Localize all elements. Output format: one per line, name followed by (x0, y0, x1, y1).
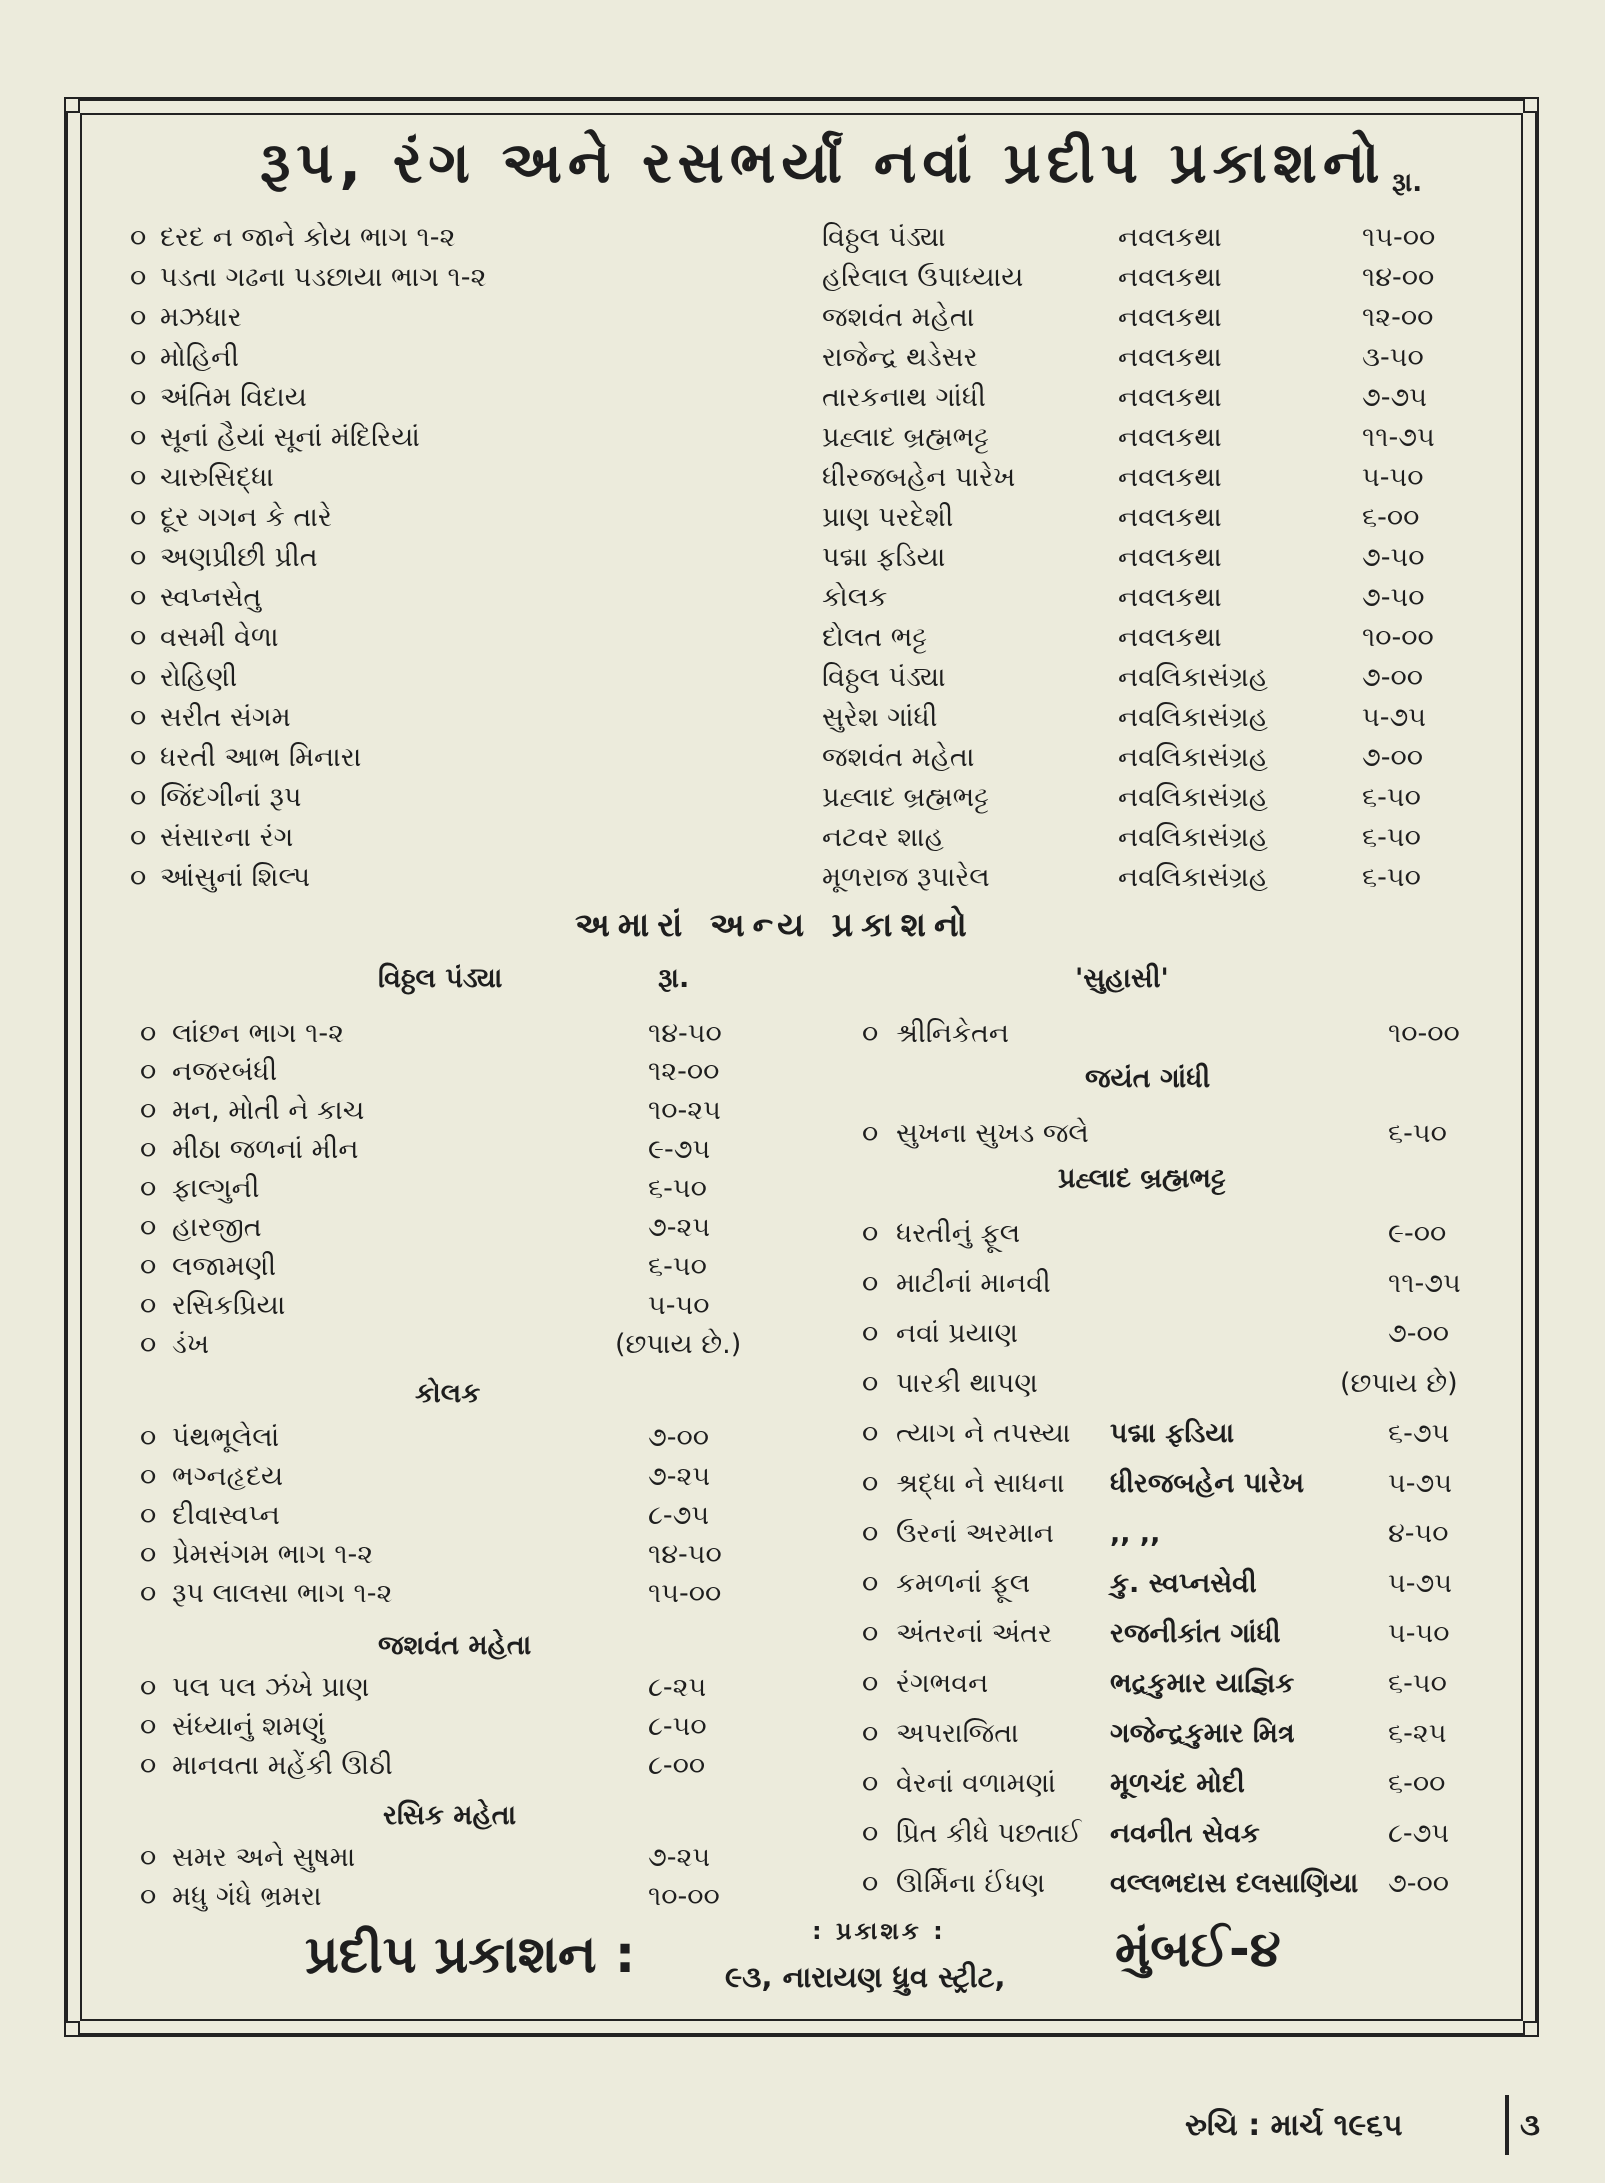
list-item (0, 1766, 1550, 1802)
book-title: અણપ્રીછી પ્રીત (160, 542, 318, 573)
book-title: ત્યાગ ને તપસ્યા (896, 1418, 1071, 1449)
bullet: ૦ (130, 782, 147, 813)
book-title: પ્રિત કીધે પછતાઈ (896, 1818, 1082, 1849)
book-title: માનવતા મહેંકી ઊઠી (172, 1750, 393, 1781)
book-genre: નવલકથા (1118, 342, 1222, 373)
book-title: વેરનાં વળામણાં (896, 1768, 1056, 1799)
author-heading: રસિક મહેતા (383, 1800, 517, 1831)
book-price: ૭-૨૫ (648, 1212, 711, 1243)
bullet: ૦ (140, 1711, 157, 1742)
page-title: રૂપ, રંગ અને રસભર્યાં નવાં પ્રદીપ પ્રકાશનો (260, 130, 1386, 196)
list-item (0, 780, 1500, 816)
book-author: પ્રહ્લાદ બ્રહ્મભટ્ટ (822, 422, 989, 453)
book-price: ૪-૫૦ (1388, 1518, 1449, 1549)
book-title: આંસુનાં શિલ્પ (160, 862, 311, 893)
list-item (0, 540, 1500, 576)
bullet: ૦ (140, 1329, 157, 1360)
book-genre: નવલકથા (1118, 422, 1222, 453)
bullet: ૦ (130, 662, 147, 693)
book-price: ૬-૫૦ (648, 1173, 707, 1204)
bullet: ૦ (130, 222, 147, 253)
bullet: ૦ (140, 1842, 157, 1873)
bullet: ૦ (862, 1418, 879, 1449)
book-author: ગજેન્દ્રકુમાર મિત્ર (1110, 1718, 1295, 1749)
author-heading: 'સુહાસી' (1075, 963, 1169, 994)
author-heading: જયંત ગાંધી (1085, 1063, 1211, 1094)
book-price: ૬-૨૫ (1388, 1718, 1447, 1749)
book-title: ઉરનાં અરમાન (896, 1518, 1054, 1549)
book-title: પારકી થાપણ (896, 1368, 1038, 1399)
book-title: ચારુસિદ્ધા (160, 462, 274, 493)
book-price: ૬-૫૦ (1362, 862, 1421, 893)
bullet: ૦ (862, 1718, 879, 1749)
bullet: ૦ (130, 742, 147, 773)
book-price: ૫-૫૦ (1388, 1618, 1450, 1649)
book-price: ૬-૫૦ (648, 1251, 707, 1282)
book-title: મોહિની (160, 342, 239, 373)
book-price: ૬-૫૦ (1362, 822, 1421, 853)
book-genre: નવલકથા (1118, 542, 1222, 573)
bullet: ૦ (130, 462, 147, 493)
book-author: પદ્મા ફડિયા (822, 542, 946, 573)
book-title: સંસારના રંગ (160, 822, 294, 853)
bullet: ૦ (140, 1578, 157, 1609)
book-author: સુરેશ ગાંધી (822, 702, 938, 733)
list-item (0, 1266, 1550, 1302)
publisher-name: પ્રદીપ પ્રકાશન : (305, 1925, 636, 1985)
book-title: રોહિણી (160, 662, 238, 693)
book-price: ૫-૫૦ (648, 1290, 710, 1321)
list-item (0, 1216, 1550, 1252)
book-author: વલ્લભદાસ દલસાણિયા (1110, 1868, 1359, 1899)
bullet: ૦ (862, 1018, 879, 1049)
book-genre: નવલિકાસંગ્રહ (1118, 662, 1268, 693)
bullet: ૦ (862, 1818, 879, 1849)
book-title: મન, મોતી ને કાચ (172, 1095, 365, 1126)
book-author: મૂળરાજ રૂપારેલ (822, 862, 990, 893)
book-title: અંતિમ વિદાય (160, 382, 307, 413)
book-author: ધીરજબહેન પારેખ (1110, 1468, 1305, 1499)
bullet: ૦ (130, 382, 147, 413)
bullet: ૦ (130, 622, 147, 653)
book-author: રાજેન્દ્ર થડેસર (822, 342, 978, 373)
list-item (0, 260, 1500, 296)
book-price: ૬-૭૫ (1388, 1418, 1450, 1449)
book-author: તારકનાથ ગાંધી (822, 382, 986, 413)
list-item (0, 1816, 1550, 1852)
book-genre: નવલકથા (1118, 622, 1222, 653)
book-price: ૭-૨૫ (648, 1842, 711, 1873)
list-item (0, 820, 1500, 856)
book-author: ભદ્રકુમાર યાજ્ઞિક (1110, 1668, 1295, 1699)
book-author: પદ્મા ફડિયા (1110, 1418, 1235, 1449)
list-item (0, 220, 1500, 256)
page-number: ૩ (1520, 2108, 1540, 2143)
book-price: ૭-૦૦ (1388, 1868, 1450, 1899)
bullet: ૦ (140, 1539, 157, 1570)
list-item (0, 660, 1500, 696)
border-corner (1523, 2021, 1539, 2037)
book-price: ૧૫-૦૦ (1362, 222, 1436, 253)
book-price: ૧૪-૦૦ (1362, 262, 1435, 293)
list-item (0, 1416, 1550, 1452)
magazine-footer: રુચિ : માર્ચ ૧૯૬૫ (1185, 2108, 1403, 2143)
list-item (0, 740, 1500, 776)
bullet: ૦ (140, 1672, 157, 1703)
list-item (0, 380, 1500, 416)
bullet: ૦ (130, 542, 147, 573)
book-price: ૧૦-૦૦ (1362, 622, 1434, 653)
book-price: ૮-૭૫ (648, 1500, 710, 1531)
book-price: ૭-૭૫ (1362, 382, 1428, 413)
list-item (0, 620, 1500, 656)
list-item (0, 1116, 1550, 1152)
book-price: ૫-૭૫ (1388, 1468, 1452, 1499)
book-title: નવાં પ્રયાણ (896, 1318, 1018, 1349)
book-price: ૯-૦૦ (1388, 1218, 1447, 1249)
book-title: રૂપ લાલસા ભાગ ૧-૨ (172, 1578, 393, 1609)
book-title: પલ પલ ઝંખે પ્રાણ (172, 1672, 370, 1703)
bullet: ૦ (862, 1468, 879, 1499)
book-title: ફાલ્ગુની (172, 1173, 260, 1204)
book-title: ભગ્નહૃદય (172, 1461, 284, 1492)
list-item (0, 1016, 1550, 1052)
book-title: દીવાસ્વપ્ન (172, 1500, 280, 1531)
list-item (0, 1866, 1550, 1902)
book-title: સરીત સંગમ (160, 702, 291, 733)
book-price: ૭-૦૦ (648, 1422, 710, 1453)
book-author: વિઠ્ઠલ પંડ્યા (822, 222, 946, 253)
book-author: મૂળચંદ મોદી (1110, 1768, 1245, 1799)
book-price: ૫-૫૦ (1362, 462, 1424, 493)
book-price: ૧૪-૫૦ (648, 1018, 722, 1049)
author-heading: પ્રહ્લાદ બ્રહ્મભટ્ટ (1058, 1163, 1226, 1194)
book-author: કોલક (822, 582, 888, 613)
footer-separator (1505, 2095, 1509, 2155)
book-author: ,, ,, (1110, 1518, 1161, 1549)
list-item (0, 340, 1500, 376)
book-title: શ્રદ્ધા ને સાધના (896, 1468, 1065, 1499)
book-title: ધરતીનું ફૂલ (896, 1218, 1021, 1249)
book-title: રંગભવન (896, 1668, 989, 1699)
author-heading: કોલક (415, 1378, 481, 1409)
book-genre: નવલિકાસંગ્રહ (1118, 742, 1268, 773)
book-price: ૧૫-૦૦ (648, 1578, 722, 1609)
book-title: અપરાજિતા (896, 1718, 1019, 1749)
border-corner (1523, 97, 1539, 113)
book-price: ૩-૫૦ (1362, 342, 1424, 373)
bullet: ૦ (140, 1251, 157, 1282)
book-price: ૬-૫૦ (1362, 782, 1421, 813)
book-price: ૧૧-૭૫ (1362, 422, 1435, 453)
book-price: ૮-૦૦ (648, 1750, 706, 1781)
list-item (0, 460, 1500, 496)
book-genre: નવલકથા (1118, 382, 1222, 413)
book-title: નજરબંધી (172, 1056, 278, 1087)
bullet: ૦ (130, 502, 147, 533)
list-item (0, 300, 1500, 336)
book-title: લજામણી (172, 1251, 277, 1282)
book-price: ૬-૦૦ (1362, 502, 1420, 533)
bullet: ૦ (862, 1118, 879, 1149)
bullet: ૦ (140, 1018, 157, 1049)
book-price: (છપાય છે.) (615, 1329, 742, 1360)
list-item (0, 1316, 1550, 1352)
book-author: જશવંત મહેતા (822, 302, 975, 333)
list-item (0, 1666, 1550, 1702)
book-genre: નવલિકાસંગ્રહ (1118, 782, 1268, 813)
book-title: માટીનાં માનવી (896, 1268, 1051, 1299)
book-price: ૬-૦૦ (1388, 1768, 1446, 1799)
bullet: ૦ (862, 1518, 879, 1549)
book-genre: નવલિકાસંગ્રહ (1118, 702, 1268, 733)
book-author: રજનીકાંત ગાંધી (1110, 1618, 1281, 1649)
bullet: ૦ (862, 1618, 879, 1649)
book-price: ૧૦-૨૫ (648, 1095, 721, 1126)
book-price: ૧૨-૦૦ (648, 1056, 720, 1087)
book-title: મઝધાર (160, 302, 242, 333)
bullet: ૦ (140, 1056, 157, 1087)
border-corner (64, 2021, 80, 2037)
bullet: ૦ (862, 1268, 879, 1299)
book-author: દોલત ભટ્ટ (822, 622, 927, 653)
book-price: ૭-૫૦ (1362, 542, 1425, 573)
bullet: ૦ (862, 1368, 879, 1399)
book-title: મીઠા જળનાં મીન (172, 1134, 359, 1165)
book-genre: નવલકથા (1118, 222, 1222, 253)
bullet: ૦ (140, 1500, 157, 1531)
list-item (0, 1171, 707, 1207)
list-item (0, 500, 1500, 536)
book-title: પંથભૂલેલાં (172, 1422, 280, 1453)
book-author: કુ. સ્વપ્નસેવી (1110, 1568, 1257, 1599)
bullet: ૦ (862, 1868, 879, 1899)
book-title: દરદ ન જાને કોય ભાગ ૧-૨ (160, 222, 456, 253)
bullet: ૦ (140, 1173, 157, 1204)
bullet: ૦ (862, 1668, 879, 1699)
bullet: ૦ (140, 1422, 157, 1453)
section-title: અમારાં અન્ય પ્રકાશનો (575, 905, 975, 944)
book-author: પ્રહ્લાદ બ્રહ્મભટ્ટ (822, 782, 989, 813)
list-item (0, 1566, 1550, 1602)
book-title: કમળનાં ફૂલ (896, 1568, 1031, 1599)
book-title: મધુ ગંધે ભ્રમરા (172, 1881, 322, 1912)
book-title: રસિકપ્રિયા (172, 1290, 286, 1321)
list-item (0, 1616, 1550, 1652)
book-price: ૭-૦૦ (1362, 742, 1424, 773)
book-title: સુખના સુખડ જલે (896, 1118, 1089, 1149)
bullet: ૦ (130, 262, 147, 293)
list-item (0, 580, 1500, 616)
list-item (0, 1516, 1550, 1552)
author-heading: રૂા. (658, 963, 690, 994)
author-heading: વિઠ્ઠલ પંડ્યા (378, 963, 503, 994)
book-genre: નવલકથા (1118, 502, 1222, 533)
book-title: સ્વપ્નસેતુ (160, 582, 262, 613)
author-heading: જશવંત મહેતા (378, 1630, 532, 1661)
book-title: સૂનાં હૈયાં સૂનાં મંદિરિયાં (160, 422, 420, 453)
book-price: ૧૦-૦૦ (1388, 1018, 1460, 1049)
book-price: ૬-૫૦ (1388, 1668, 1447, 1699)
book-author: નટવર શાહ (822, 822, 944, 853)
list-item (0, 860, 1500, 896)
bullet: ૦ (130, 422, 147, 453)
book-price: ૭-૫૦ (1362, 582, 1425, 613)
book-title: શ્રીનિકેતન (896, 1018, 1010, 1049)
book-title: પ્રેમસંગમ ભાગ ૧-૨ (172, 1539, 374, 1570)
book-title: ધરતી આભ મિનારા (160, 742, 362, 773)
publisher-address: ૯૩, નારાયણ ધ્રુવ સ્ટ્રીટ, (725, 1960, 1006, 1994)
book-title: ડંખ (172, 1329, 210, 1360)
bullet: ૦ (130, 702, 147, 733)
book-author: જશવંત મહેતા (822, 742, 975, 773)
book-price: ૭-૨૫ (648, 1461, 711, 1492)
book-title: જિંદગીનાં રૂપ (160, 782, 302, 813)
book-author: હરિલાલ ઉપાધ્યાય (822, 262, 1024, 293)
bullet: ૦ (140, 1134, 157, 1165)
book-price: ૮-૫૦ (648, 1711, 707, 1742)
bullet: ૦ (140, 1095, 157, 1126)
book-price: ૬-૫૦ (1388, 1118, 1447, 1149)
book-price: ૧૧-૭૫ (1388, 1268, 1461, 1299)
book-title: ઊર્મિના ઈંધણ (896, 1868, 1045, 1899)
bullet: ૦ (862, 1318, 879, 1349)
book-author: નવનીત સેવક (1110, 1818, 1260, 1849)
book-price: ૫-૭૫ (1388, 1568, 1452, 1599)
book-price: ૮-૭૫ (1388, 1818, 1450, 1849)
book-title: વસમી વેળા (160, 622, 279, 653)
book-title: હારજીત (172, 1212, 262, 1243)
bullet: ૦ (130, 582, 147, 613)
book-title: અંતરનાં અંતર (896, 1618, 1053, 1649)
bullet: ૦ (130, 302, 147, 333)
bullet: ૦ (140, 1461, 157, 1492)
book-author: ધીરજબહેન પારેખ (822, 462, 1016, 493)
book-price: ૭-૦૦ (1362, 662, 1424, 693)
book-genre: નવલકથા (1118, 462, 1222, 493)
book-price: ૧૪-૫૦ (648, 1539, 722, 1570)
border-corner (64, 97, 80, 113)
bullet: ૦ (140, 1290, 157, 1321)
bullet: ૦ (862, 1218, 879, 1249)
bullet: ૦ (862, 1568, 879, 1599)
bullet: ૦ (862, 1768, 879, 1799)
book-price: (છપાય છે) (1340, 1368, 1458, 1399)
book-genre: નવલકથા (1118, 302, 1222, 333)
list-item (0, 420, 1500, 456)
bullet: ૦ (140, 1750, 157, 1781)
bullet: ૦ (130, 862, 147, 893)
book-price: ૧૨-૦૦ (1362, 302, 1434, 333)
publisher-city: મુંબઈ-૪ (1115, 1920, 1281, 1978)
price-unit-label: રૂા. (1392, 168, 1423, 198)
list-item (0, 1716, 1550, 1752)
book-price: ૭-૦૦ (1388, 1318, 1450, 1349)
book-price: ૯-૭૫ (648, 1134, 711, 1165)
book-price: ૫-૭૫ (1362, 702, 1426, 733)
list-item (0, 700, 1500, 736)
list-item (0, 1054, 720, 1090)
book-title: પડતા ગઢના પડછાયા ભાગ ૧-૨ (160, 262, 487, 293)
book-genre: નવલકથા (1118, 582, 1222, 613)
bullet: ૦ (130, 342, 147, 373)
bullet: ૦ (140, 1881, 157, 1912)
bullet: ૦ (140, 1212, 157, 1243)
book-price: ૧૦-૦૦ (648, 1881, 720, 1912)
list-item (0, 1466, 1550, 1502)
bullet: ૦ (130, 822, 147, 853)
book-genre: નવલિકાસંગ્રહ (1118, 862, 1268, 893)
list-item (0, 1366, 1550, 1402)
book-author: પ્રાણ પરદેશી (822, 502, 954, 533)
book-title: સંધ્યાનું શમણું (172, 1711, 326, 1742)
publisher-label: : પ્રકાશક : (812, 1917, 946, 1945)
book-title: લાંછન ભાગ ૧-૨ (172, 1018, 344, 1049)
book-title: દૂર ગગન કે તારે (160, 502, 332, 533)
book-price: ૮-૨૫ (648, 1672, 707, 1703)
book-genre: નવલકથા (1118, 262, 1222, 293)
book-author: વિઠ્ઠલ પંડ્યા (822, 662, 946, 693)
book-title: સમર અને સુષમા (172, 1842, 356, 1873)
book-genre: નવલિકાસંગ્રહ (1118, 822, 1268, 853)
